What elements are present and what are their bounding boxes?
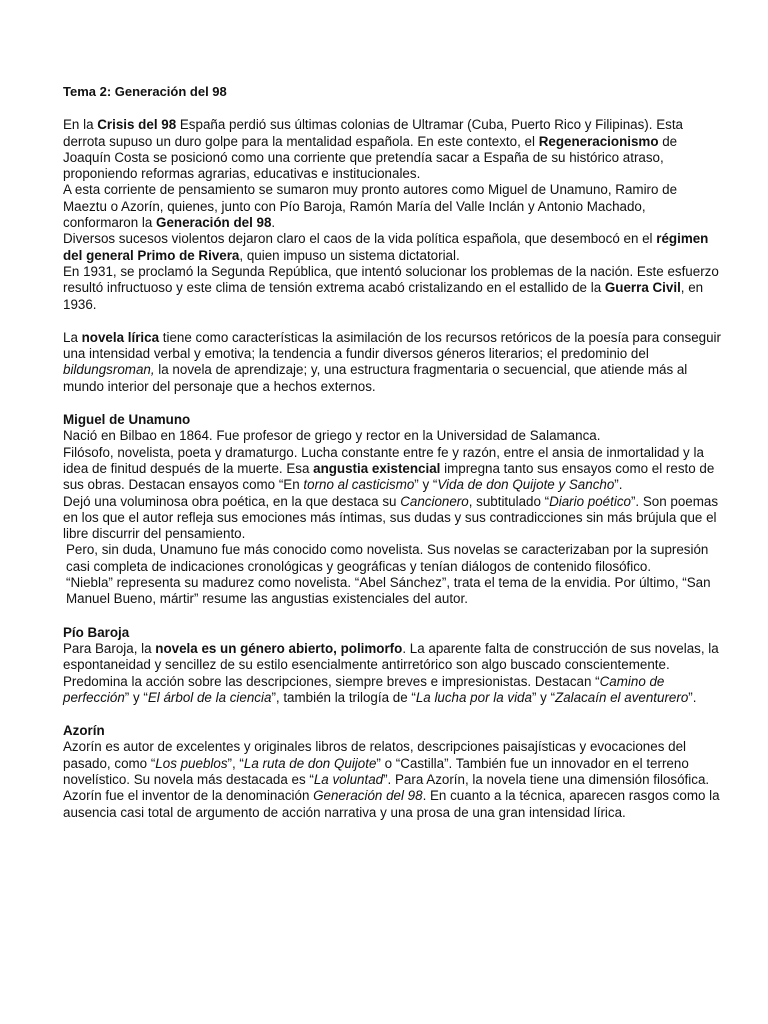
unamuno-paragraph — [63, 575, 723, 608]
text-run: El árbol de la ciencia — [147, 689, 272, 705]
azorin-section — [63, 739, 723, 820]
text-run: Camino de perfección — [63, 673, 665, 705]
text-run: régimen del general Primo de Rivera — [63, 231, 709, 263]
text-run: ”. Para Azorín, la novela tiene una dimensión filosófica. Azorín fue el inventor de la denominación — [63, 771, 710, 804]
text-run: Generación del 98 — [313, 788, 423, 804]
text-run: ”. — [688, 689, 697, 705]
text-run: Nació en Bilbao en 1864. Fue profesor de griego y rector en la Universidad de Salamanca. — [63, 428, 601, 444]
baroja-section — [63, 641, 723, 706]
document-page — [63, 84, 723, 821]
text-run: ”, “ — [227, 755, 244, 771]
text-run: , subtitulado “ — [468, 493, 550, 509]
text-run: la novela de aprendizaje; y, una estructura fragmentaria o secuencial, que atiende más al mundo interior del personaje que a hechos externos. — [63, 362, 688, 394]
text-run: ” y “ — [414, 477, 438, 493]
text-run: La ruta de don Quijote — [243, 755, 377, 771]
text-run: angustia existencial — [313, 460, 441, 476]
intro-paragraph — [63, 182, 723, 231]
text-run: , quien impuso un sistema dictatorial. — [239, 247, 460, 263]
text-run: Diario poético — [549, 493, 631, 509]
text-run: ” y “ — [124, 689, 148, 705]
text-run: . La aparente falta de construcción de sus novelas, la espontaneidad y sencillez de su estilo esencialmente antirretórico son algo buscado conscientemente. Predomina la acción sobre las descripciones, siempre breves e impresionistas. Destacan “ — [63, 640, 719, 689]
text-run: novela lírica — [81, 329, 160, 345]
text-run: Diversos sucesos violentos dejaron claro el caos de la vida política española, que desembocó en el — [63, 231, 657, 247]
text-run: Generación del 98 — [156, 215, 272, 231]
text-run: bildungsroman, — [63, 362, 155, 378]
unamuno-paragraph — [63, 445, 723, 494]
text-run: Los pueblos — [155, 755, 228, 771]
intro-paragraph — [63, 231, 723, 264]
text-run: impregna tanto sus ensayos como el resto de sus obras. Destacan ensayos como “En — [63, 460, 715, 493]
text-run: ”. — [614, 477, 623, 493]
text-run: Para Baroja, la — [63, 640, 156, 656]
text-run: Cancionero — [400, 493, 469, 509]
text-run: Azorín es autor de excelentes y originales libros de relatos, descripciones paisajísticas y evocaciones del pasado, como “ — [63, 739, 686, 771]
novela-lirica-section — [63, 330, 723, 395]
text-run: Filósofo, novelista, poeta y dramaturgo. Lucha constante entre fe y razón, entre el ansia de inmortalidad y la idea de finitud después de la muerte. Esa — [63, 444, 704, 476]
unamuno-paragraph — [63, 494, 723, 543]
text-run: ” o “Castilla”. También fue un innovador en el terreno novelístico. Su novela más destacada es “ — [63, 755, 689, 787]
document-title: Tema 2: Generación del 98 — [63, 84, 227, 99]
unamuno-section — [63, 428, 723, 607]
azorin-paragraph — [63, 739, 723, 820]
text-run: La — [63, 329, 82, 345]
intro-paragraph — [63, 264, 723, 313]
text-run: A esta corriente de pensamiento se sumaron muy pronto autores como Miguel de Unamuno, Ramiro de Maeztu o Azorín, quienes, junto con Pío Baroja, Ramón María del Valle Inclán y Antonio Machado, conformaron la — [63, 182, 678, 231]
text-run: Zalacaín el aventurero — [555, 689, 689, 705]
text-run: En la — [63, 117, 98, 133]
text-run: La lucha por la vida — [415, 689, 532, 705]
baroja-heading: Pío Baroja — [63, 624, 130, 640]
text-run: Vida de don Quijote y Sancho — [437, 477, 615, 493]
text-run: ” y “ — [531, 689, 556, 705]
text-run: “Niebla” representa su madurez como novelista. “Abel Sánchez”, trata el tema de la envidia. Por último, “San Manuel Bueno, mártir” resume las angustias existenciales del autor. — [66, 575, 711, 607]
text-run: novela es un género abierto, polimorfo — [155, 640, 403, 656]
text-run: . — [271, 215, 276, 231]
intro-section — [63, 117, 723, 313]
text-run: ”, también la trilogía de “ — [271, 689, 416, 705]
text-run: ”. Son poemas en los que el autor refleja sus emociones más íntimas, sus dudas y sus contradicciones sin más brújula que el libre discurrir del pensamiento. — [63, 493, 719, 542]
text-run: de Joaquín Costa se posicionó como una corriente que pretendía sacar a España de su histórico atraso, proponiendo reformas agrarias, educativas e institucionales. — [63, 133, 678, 182]
unamuno-paragraph — [63, 428, 723, 444]
intro-paragraph — [63, 117, 723, 182]
text-run: torno al casticismo — [303, 477, 415, 493]
text-run: La voluntad — [313, 771, 384, 787]
text-run: Pero, sin duda, Unamuno fue más conocido como novelista. Sus novelas se caracterizaban por la supresión casi completa de indicaciones cronológicas y geográficas y tenían diálogos de contenido filosófico. — [66, 542, 709, 574]
text-run: Regeneracionismo — [538, 133, 659, 149]
text-run: En 1931, se proclamó la Segunda República, que intentó solucionar los problemas de la nación. Este esfuerzo resultó infructuoso y este clima de tensión extrema acabó cristalizando en el estallido de la — [63, 263, 719, 296]
text-run: Dejó una voluminosa obra poética, en la que destaca su — [63, 493, 401, 509]
text-run: . En cuanto a la técnica, aparecen rasgos como la ausencia casi total de argumento de acción narrativa y una prosa de una gran intensidad lírica. — [63, 788, 720, 820]
unamuno-paragraph — [63, 542, 723, 575]
unamuno-heading: Miguel de Unamuno — [63, 412, 191, 428]
text-run: Guerra Civil — [604, 280, 681, 296]
text-run: , en 1936. — [63, 280, 704, 312]
text-run: España perdió sus últimas colonias de Ultramar (Cuba, Puerto Rico y Filipinas). Esta derrota supuso un duro golpe para la mentalidad española. En este contexto, el — [63, 117, 683, 149]
text-run: Crisis del 98 — [97, 117, 177, 133]
baroja-paragraph — [63, 641, 723, 706]
novela-paragraph — [63, 330, 723, 395]
text-run: tiene como características la asimilación de los recursos retóricos de la poesía para conseguir una intensidad verbal y emotiva; la tendencia a fundir diversos géneros literarios; el predominio del — [63, 329, 721, 362]
azorin-heading: Azorín — [63, 723, 105, 739]
